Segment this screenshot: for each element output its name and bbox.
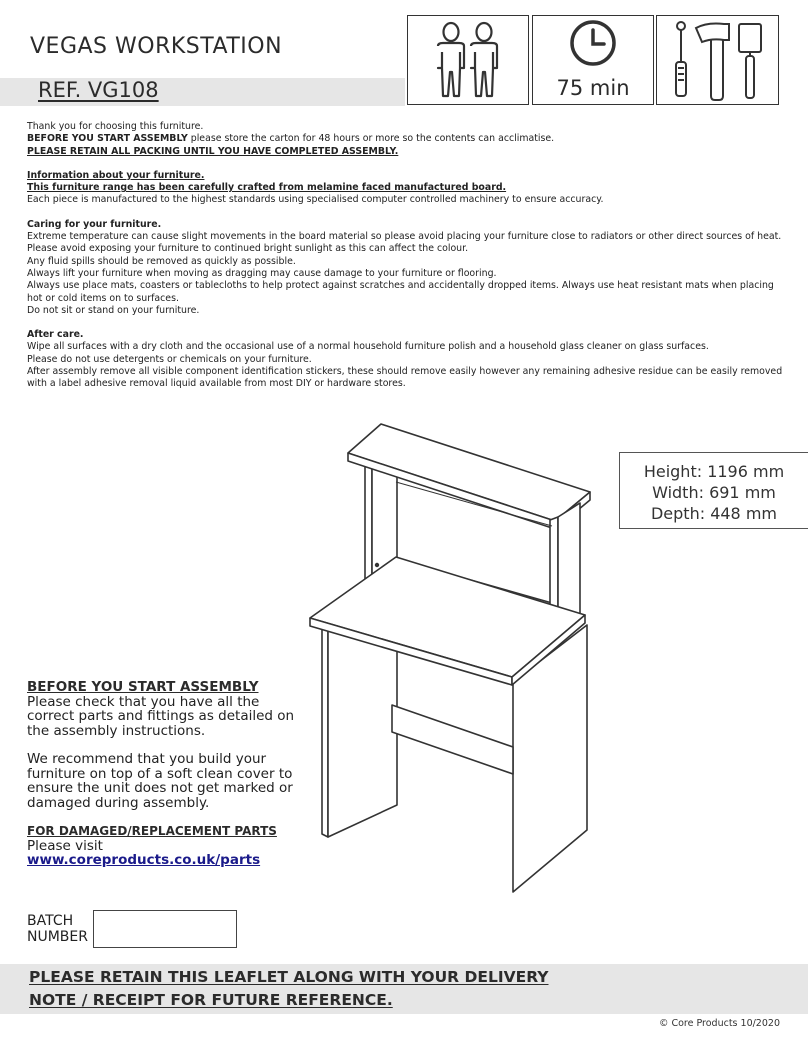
assembly-time-box [532, 15, 654, 105]
dimensions-box [619, 452, 808, 529]
two-person-icon [408, 16, 527, 103]
caring-line: Always lift your furniture when moving as dragging may cause damage to your furniture or flooring. [27, 267, 497, 279]
before-assembly-heading: BEFORE YOU START ASSEMBLY [27, 679, 259, 695]
check-parts-text: Please check that you have all the correct parts and fittings as detailed on the assembly instructions. [27, 693, 295, 739]
tools-icon [657, 16, 777, 103]
after-care-heading: After care. [27, 329, 84, 341]
caring-heading: Caring for your furniture. [27, 218, 162, 230]
copyright: © Core Products 10/2020 [658, 1018, 780, 1029]
batch-number-field[interactable] [93, 910, 237, 948]
batch-label-line: BATCH [27, 913, 74, 929]
tools-box [656, 15, 779, 105]
notice-line: PLEASE RETAIN THIS LEAFLET ALONG WITH YOUR DELIVERY [29, 968, 549, 986]
info-line: This furniture range has been carefully crafted from melamine faced manufactured board. [27, 182, 507, 194]
replacement-parts-heading: FOR DAMAGED/REPLACEMENT PARTS [27, 824, 277, 838]
info-heading: Information about your furniture. [27, 169, 205, 181]
soft-cover-text: We recommend that you build your furniture on top of a soft clean cover to ensure the unit does not get marked or damaged during assembly. [27, 751, 293, 811]
product-reference: REF. VG108 [38, 78, 159, 102]
parts-link[interactable]: www.coreproducts.co.uk/parts [27, 852, 261, 868]
care-instructions [27, 121, 787, 391]
retain-leaflet-notice [29, 966, 549, 1012]
caring-line: Do not sit or stand on your furniture. [27, 304, 200, 316]
retain-packing: PLEASE RETAIN ALL PACKING UNTIL YOU HAVE COMPLETED ASSEMBLY. [27, 145, 399, 157]
two-person-box [407, 15, 529, 105]
info-line: Each piece is manufactured to the highest standards using specialised computer controlled machinery to ensure accuracy. [27, 194, 604, 206]
depth-dimension: Depth: 448 mm [650, 504, 777, 523]
caring-line: Any fluid spills should be removed as quickly as possible. [27, 255, 296, 267]
batch-label-line: NUMBER [27, 929, 88, 945]
assembly-time: 75 min [556, 76, 630, 100]
product-title: VEGAS WORKSTATION [30, 34, 283, 59]
after-care-line: Wipe all surfaces with a dry cloth and the occasional use of a normal household furniture polish and a household glass cleaner on glass surfaces. [27, 341, 709, 353]
notice-line: NOTE / RECEIPT FOR FUTURE REFERENCE. [29, 991, 393, 1009]
clock-icon [533, 16, 652, 76]
intro-line: Thank you for choosing this furniture. [27, 121, 204, 132]
intro-bold: BEFORE YOU START ASSEMBLY [27, 133, 188, 145]
after-care-line: After assembly remove all visible component identification stickers, these should remove easily however any remaining adhesive residue can be easily removed with a label adhesive removal liquid available from most DIY or hardware stores. [27, 366, 783, 390]
width-dimension: Width: 691 mm [652, 483, 776, 502]
caring-line: Please avoid exposing your furniture to continued bright sunlight as this can affect the colour. [27, 243, 469, 255]
caring-line: Extreme temperature can cause slight movements in the board material so please avoid placing your furniture close to radiators or other direct sources of heat. [27, 231, 782, 243]
height-dimension: Height: 1196 mm [643, 462, 785, 481]
workstation-illustration [300, 415, 605, 895]
after-care-line: Please do not use detergents or chemicals on your furniture. [27, 353, 312, 365]
assembly-notes [27, 680, 297, 868]
intro-rest: please store the carton for 48 hours or more so the contents can acclimatise. [187, 133, 555, 145]
intro-line [27, 133, 787, 145]
caring-line: Always use place mats, coasters or tablecloths to help protect against scratches and accidentally dropped items. Always use heat resistant mats when placing hot or cold items on to surfaces. [27, 280, 774, 304]
batch-number-label [27, 913, 88, 945]
please-visit-text: Please visit [27, 837, 103, 854]
